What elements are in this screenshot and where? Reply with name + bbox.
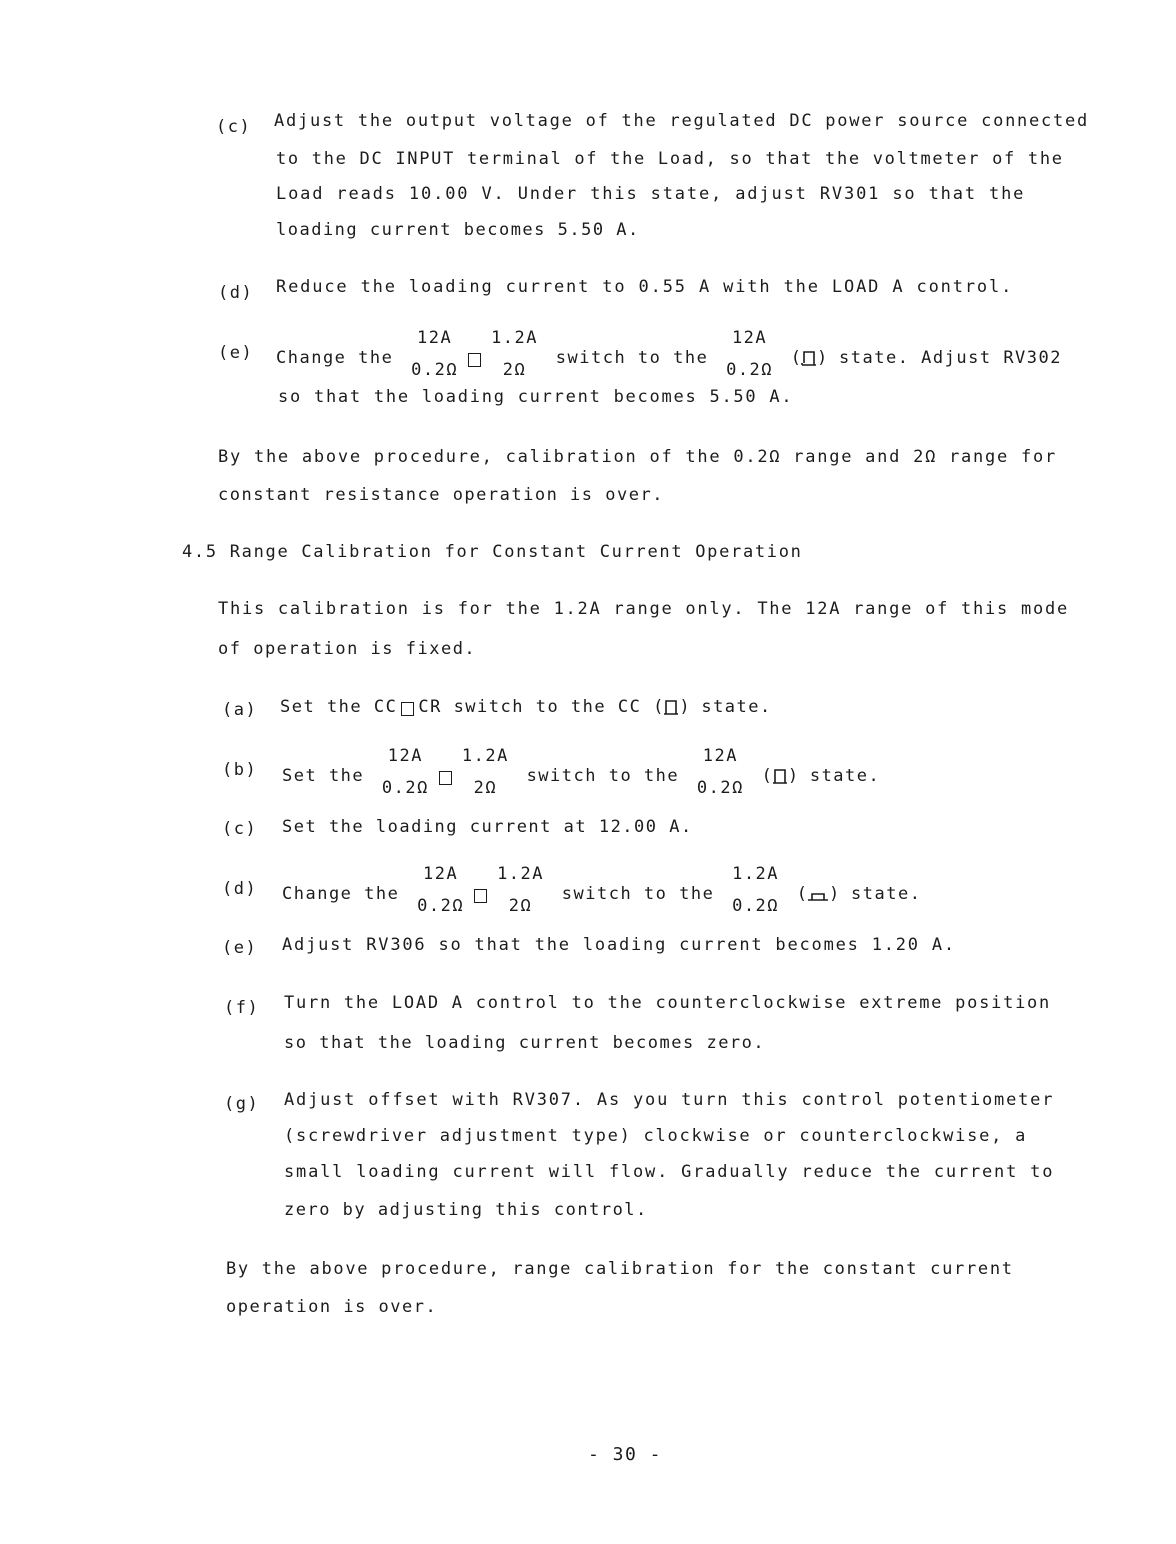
- step-label-d: (d): [218, 283, 254, 303]
- step-label-e2: (e): [222, 938, 258, 958]
- step-d2-line: [282, 864, 922, 916]
- step-e-mid: switch to the: [555, 348, 709, 368]
- switch-b-top: 1.2A: [497, 864, 545, 884]
- step-c-line-1: Adjust the output voltage of the regulated DC power source connected: [274, 111, 1089, 131]
- selected-position: [732, 864, 780, 916]
- step-b-mid: switch to the: [526, 766, 680, 786]
- switch-position-b: [491, 328, 539, 380]
- switch-pressed-icon: ( ): [653, 697, 690, 717]
- intro-line-2: of operation is fixed.: [218, 639, 477, 659]
- switch-position-b: [497, 864, 545, 916]
- switch-b-top: 1.2A: [461, 746, 509, 766]
- step-d-text: Reduce the loading current to 0.55 A with the LOAD A control.: [276, 277, 1014, 297]
- switch-box-icon: [474, 889, 487, 903]
- step-c-line-2: to the DC INPUT terminal of the Load, so that the voltmeter of the: [276, 149, 1064, 169]
- switch-box-icon: [439, 771, 452, 785]
- step-label-g: (g): [224, 1094, 260, 1114]
- step-d2-mid: switch to the: [561, 884, 715, 904]
- step-g-line-3: small loading current will flow. Gradually reduce the current to: [284, 1162, 1055, 1182]
- step-c-line-3: Load reads 10.00 V. Under this state, adjust RV301 so that the: [276, 184, 1026, 204]
- page-number: - 30 -: [588, 1444, 663, 1465]
- switch-position-a: [381, 746, 429, 798]
- summary-1-line-2: constant resistance operation is over.: [218, 485, 664, 505]
- switch-b-bottom: 2Ω: [502, 360, 527, 380]
- step-label-c2: (c): [222, 819, 258, 839]
- selected-bottom: 0.2Ω: [726, 360, 774, 380]
- switch-pressed-icon: ( ): [790, 348, 828, 368]
- step-label-a: (a): [222, 700, 258, 720]
- summary-2-line-2: operation is over.: [226, 1297, 438, 1317]
- step-d2-pre: Change the: [282, 884, 400, 904]
- summary-1-line-1: By the above procedure, calibration of the 0.2Ω range and 2Ω range for: [218, 447, 1057, 467]
- selected-bottom: 0.2Ω: [696, 778, 744, 798]
- switch-b-bottom: 2Ω: [508, 896, 533, 916]
- step-e2-text: Adjust RV306 so that the loading current becomes 1.20 A.: [282, 935, 956, 955]
- step-f-line-2: so that the loading current becomes zero.: [284, 1033, 766, 1053]
- step-g-line-1: Adjust offset with RV307. As you turn this control potentiometer: [284, 1090, 1055, 1110]
- switch-a-bottom: 0.2Ω: [417, 896, 465, 916]
- step-b-line: [282, 746, 881, 798]
- switch-released-icon: ( ): [796, 884, 840, 904]
- step-label-b: (b): [222, 760, 258, 780]
- selected-position: [726, 328, 774, 380]
- step-e-post: state. Adjust RV302: [839, 348, 1062, 368]
- step-b-post: state.: [809, 766, 881, 786]
- step-f-line-1: Turn the LOAD A control to the counterclockwise extreme position: [284, 993, 1052, 1013]
- step-a-post: state.: [701, 697, 772, 717]
- switch-a-bottom: 0.2Ω: [381, 778, 429, 798]
- switch-a-top: 12A: [387, 746, 423, 766]
- step-c2-text: Set the loading current at 12.00 A.: [282, 817, 693, 837]
- step-b-pre: Set the: [282, 766, 365, 786]
- switch-a-top: 12A: [416, 328, 453, 348]
- step-label-e: (e): [218, 343, 254, 363]
- step-label-d2: (d): [222, 879, 258, 899]
- switch-position-a: [417, 864, 465, 916]
- selected-position: [696, 746, 744, 798]
- selected-top: 12A: [731, 328, 768, 348]
- step-a-mid: CR switch to the CC: [418, 697, 642, 717]
- switch-box-icon: [401, 702, 414, 716]
- step-label-f: (f): [224, 998, 260, 1018]
- step-c-line-4: loading current becomes 5.50 A.: [276, 220, 640, 240]
- switch-a-top: 12A: [422, 864, 459, 884]
- step-e-line-2: so that the loading current becomes 5.50 A.: [278, 387, 794, 407]
- step-d2-post: state.: [851, 884, 922, 904]
- step-a-text: [280, 696, 772, 718]
- step-a-pre: Set the CC: [280, 697, 398, 717]
- selected-top: 12A: [702, 746, 738, 766]
- switch-b-bottom: 2Ω: [473, 778, 498, 798]
- step-e-line-1: [276, 328, 1062, 380]
- section-heading: 4.5 Range Calibration for Constant Current Operation: [182, 542, 803, 562]
- step-label-c: (c): [216, 117, 252, 137]
- selected-top: 1.2A: [732, 864, 780, 884]
- switch-position-b: [461, 746, 509, 798]
- switch-pressed-icon: ( ): [761, 766, 799, 786]
- switch-position-a: [411, 328, 459, 380]
- switch-box-icon: [468, 353, 481, 367]
- switch-a-bottom: 0.2Ω: [411, 360, 459, 380]
- intro-line-1: This calibration is for the 1.2A range only. The 12A range of this mode: [218, 599, 1069, 619]
- selected-bottom: 0.2Ω: [732, 896, 780, 916]
- switch-b-top: 1.2A: [491, 328, 539, 348]
- step-e-pre: Change the: [276, 348, 394, 368]
- step-g-line-4: zero by adjusting this control.: [284, 1200, 648, 1220]
- step-g-line-2: (screwdriver adjustment type) clockwise or counterclockwise, a: [284, 1126, 1028, 1146]
- summary-2-line-1: By the above procedure, range calibration for the constant current: [226, 1259, 1014, 1279]
